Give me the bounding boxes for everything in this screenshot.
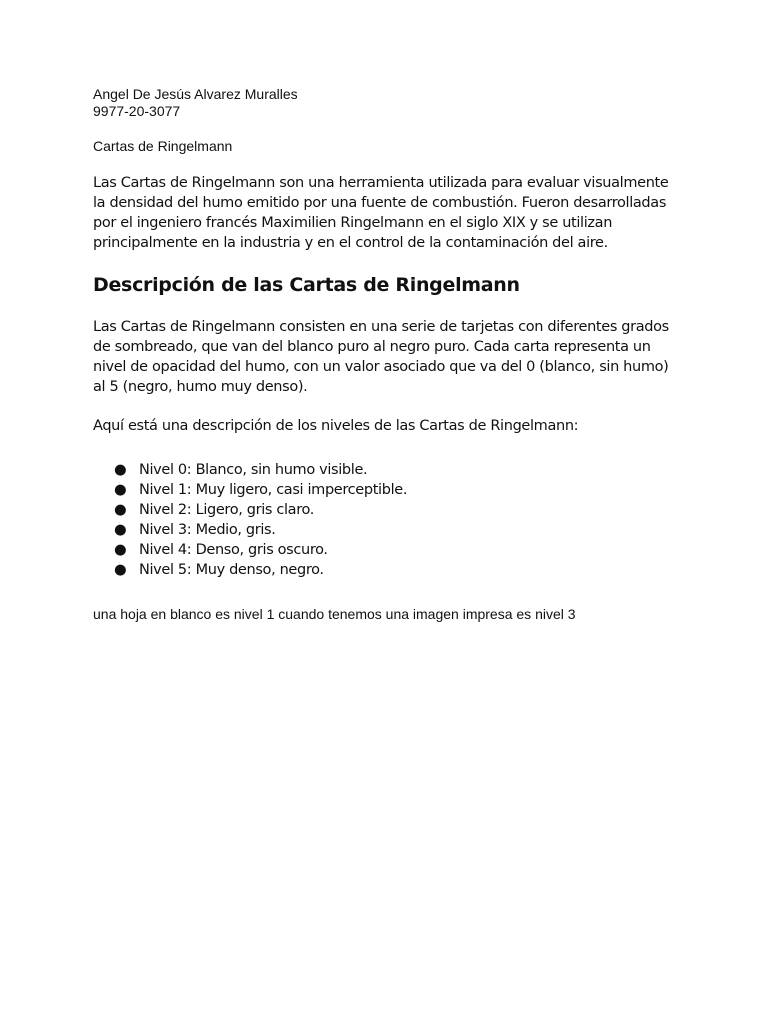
author-name: Angel De Jesús Alvarez Muralles: [93, 86, 298, 102]
list-intro: Aquí está una descripción de los niveles de las Cartas de Ringelmann:: [93, 418, 579, 434]
bullet-icon: ●: [114, 502, 127, 518]
list-item: [93, 540, 683, 560]
level-text: Nivel 5: Muy denso, negro.: [139, 562, 324, 578]
level-text: Nivel 0: Blanco, sin humo visible.: [139, 462, 368, 478]
list-item: [93, 460, 683, 480]
levels-list: [93, 460, 683, 580]
list-item: [93, 560, 683, 580]
level-text: Nivel 2: Ligero, gris claro.: [139, 502, 315, 518]
document-label: Cartas de Ringelmann: [93, 138, 233, 154]
section-heading: Descripción de las Cartas de Ringelmann: [93, 274, 520, 296]
list-item: [93, 500, 683, 520]
bullet-icon: ●: [114, 462, 127, 478]
bullet-icon: ●: [114, 522, 127, 538]
level-text: Nivel 4: Denso, gris oscuro.: [139, 542, 328, 558]
document-page: [93, 86, 683, 623]
author-block: [93, 86, 683, 120]
description-paragraph: Las Cartas de Ringelmann consisten en una serie de tarjetas con diferentes grados de sombreado, que van del blanco puro al negro puro. Cada carta representa un nivel de opacidad del humo, con un valor asociado que va del 0 (blanco, sin humo) al 5 (negro, humo muy denso).: [93, 319, 669, 395]
level-text: Nivel 3: Medio, gris.: [139, 522, 276, 538]
bullet-icon: ●: [114, 562, 127, 578]
list-item: [93, 480, 683, 500]
level-text: Nivel 1: Muy ligero, casi imperceptible.: [139, 482, 408, 498]
bullet-icon: ●: [114, 482, 127, 498]
handwritten-note: una hoja en blanco es nivel 1 cuando tenemos una imagen impresa es nivel 3: [93, 606, 576, 622]
bullet-icon: ●: [114, 542, 127, 558]
list-item: [93, 520, 683, 540]
intro-paragraph: Las Cartas de Ringelmann son una herramienta utilizada para evaluar visualmente la densidad del humo emitido por una fuente de combustión. Fueron desarrolladas por el ingeniero francés Maximilien Ringelmann en el siglo XIX y se utilizan principalmente en la industria y en el control de la contaminación del aire.: [93, 175, 669, 251]
author-id-number: 9977-20-3077: [93, 103, 181, 119]
